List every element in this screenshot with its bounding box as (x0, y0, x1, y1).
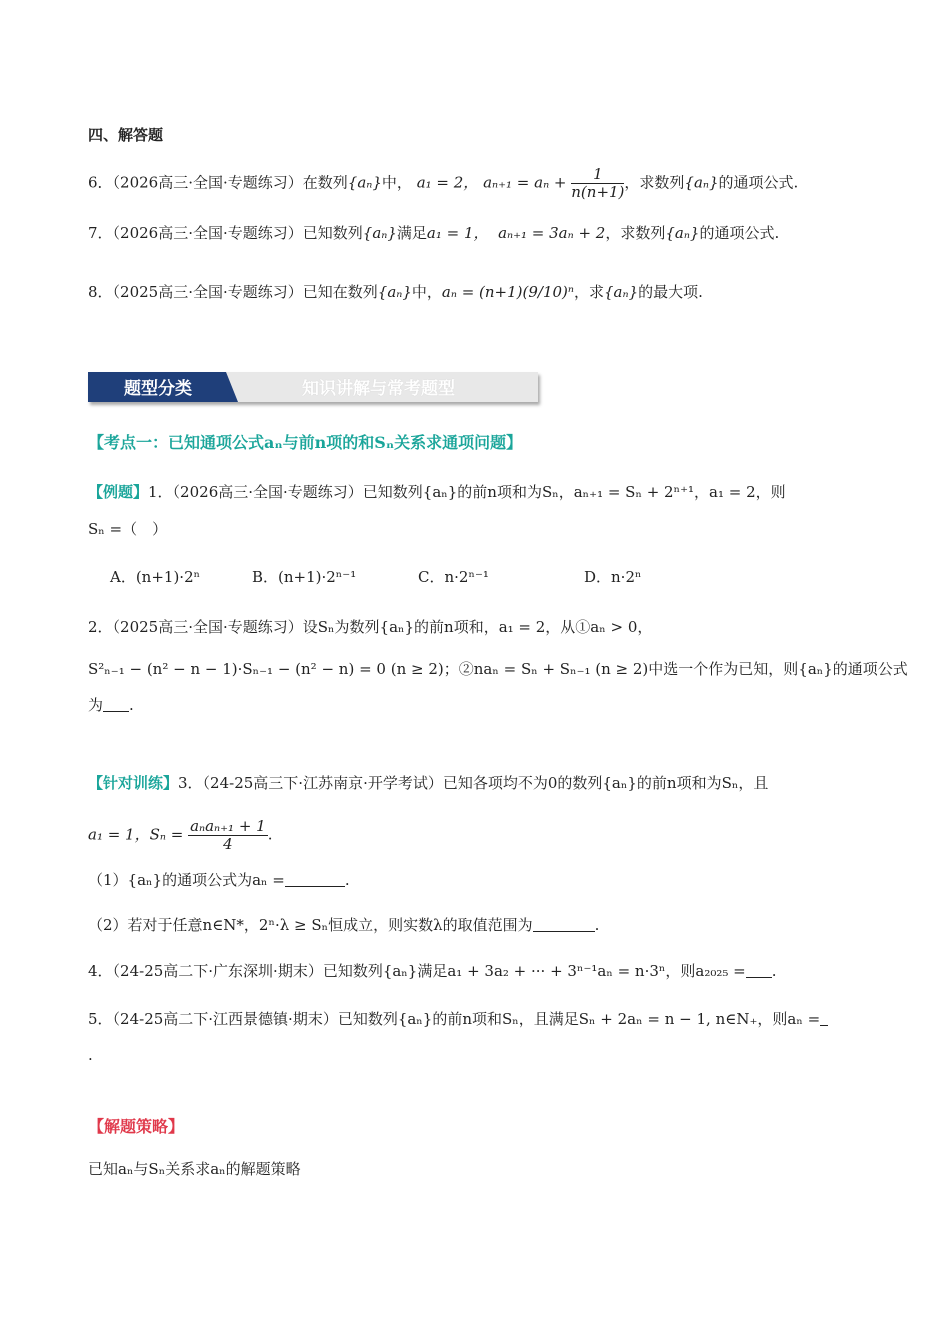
option-a: A．(n+1)·2ⁿ (110, 568, 201, 586)
option-b: B．(n+1)·2ⁿ⁻¹ (252, 568, 357, 586)
strategy-tag: 【解题策略】 (88, 1117, 185, 1136)
training-line-1: 【针对训练】3．（24-25高三下·江苏南京·开学考试）已知各项均不为0的数列{aₙ}的前n项和为Sₙ，且 (88, 774, 769, 792)
problem-4: 4．（24-25高二下·广东深圳·期末）已知数列{aₙ}满足a₁ + 3a₂ + ··· + 3ⁿ⁻¹aₙ = n·3ⁿ，则a₂₀₂₅ = . (88, 962, 777, 980)
answer-blank (103, 695, 129, 712)
problem-8: 8．（2025高三·全国·专题练习）已知在数列{aₙ}中，aₙ = (n+1)(9/10)ⁿ，求{aₙ}的最大项. (88, 283, 703, 301)
problem-7: 7．（2026高三·全国·专题练习）已知数列{aₙ}满足a₁ = 1， aₙ₊₁ = 3aₙ + 2，求数列{aₙ}的通项公式. (88, 224, 780, 242)
training-sub-2: （2）若对于任意n∈N*，2ⁿ·λ ≥ Sₙ恒成立，则实数λ的取值范围为 . (88, 916, 600, 934)
problem-6: 6．（2026高三·全国·专题练习）在数列{aₙ}中， a₁ = 2， aₙ₊₁ = aₙ + $\frac{1}{n(n+1)}$ ，求数列{aₙ}的通项公式. (88, 165, 799, 201)
problem-5: 5．（24-25高二下·江西景德镇·期末）已知数列{aₙ}的前n项和Sₙ，且满足Sₙ + 2aₙ = n − 1, n∈N₊，则aₙ = (88, 1008, 828, 1030)
strategy-text: 已知aₙ与Sₙ关系求aₙ的解题策略 (88, 1160, 301, 1178)
answer-blank (285, 870, 345, 887)
option-c: C．n·2ⁿ⁻¹ (418, 568, 489, 586)
section-title: 四、解答题 (88, 126, 164, 144)
problem-2-line-3: 为 . (88, 696, 134, 714)
training-sub-1: （1）{aₙ}的通项公式为aₙ = . (88, 871, 350, 889)
option-d: D．n·2ⁿ (584, 568, 642, 586)
problem-2-line-2: S²ₙ₋₁ − (n² − n − 1)·Sₙ₋₁ − (n² − n) = 0 (n ≥ 2)；②naₙ = Sₙ + Sₙ₋₁ (n ≥ 2)中选一个作为已知，则{aₙ}的通项公式 (88, 660, 908, 678)
problem-5-end: . (88, 1046, 93, 1064)
banner-subtitle: 知识讲解与常考题型 (302, 379, 455, 399)
answer-blank (746, 961, 772, 978)
answer-blank (820, 1009, 828, 1026)
fraction: $\frac{\text{aₙaₙ₊₁ + 1}}{4}$ (190, 817, 266, 853)
example-options (110, 566, 810, 590)
banner-title: 题型分类 (124, 379, 192, 399)
answer-blank (533, 915, 595, 932)
example-line-2: Sₙ =（ ） (88, 520, 168, 538)
section-banner (88, 372, 538, 404)
training-tag: 【针对训练】 (88, 774, 179, 792)
fraction: $\frac{1}{n(n+1)}$ (571, 165, 625, 201)
kaodian-heading: 【考点一：已知通项公式aₙ与前n项的和Sₙ关系求通项问题】 (88, 433, 523, 452)
example-line-1: 【例题】1．（2026高三·全国·专题练习）已知数列{aₙ}的前n项和为Sₙ，aₙ₊₁ = Sₙ + 2ⁿ⁺¹，a₁ = 2，则 (88, 483, 786, 501)
training-line-2: a₁ = 1，Sₙ = $\frac{\text{aₙaₙ₊₁ + 1}}{4}$ . (88, 817, 273, 853)
example-tag: 【例题】 (88, 483, 149, 501)
problem-2-line-1: 2．（2025高三·全国·专题练习）设Sₙ为数列{aₙ}的前n项和，a₁ = 2，从①aₙ > 0， (88, 618, 653, 636)
